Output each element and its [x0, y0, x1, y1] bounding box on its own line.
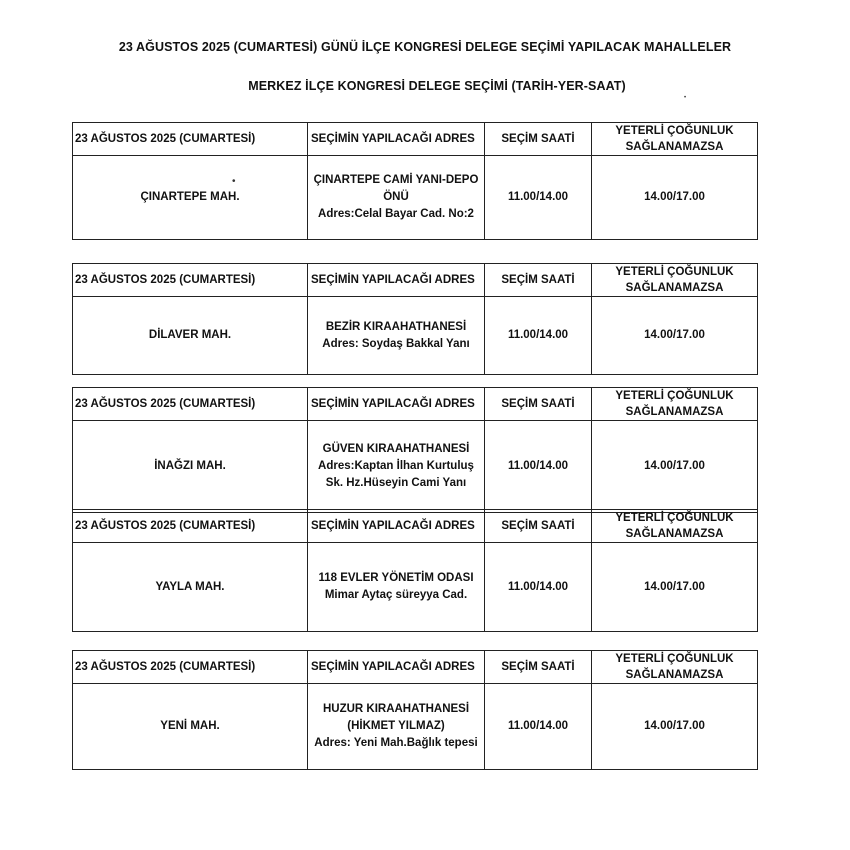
- address-line: Adres:Celal Bayar Cad. No:2: [318, 208, 474, 220]
- table-header-row: [73, 388, 758, 421]
- schedule-table: [72, 263, 758, 375]
- schedule-table: [72, 509, 758, 632]
- header-quorum: [592, 388, 758, 421]
- scan-speck: •: [232, 176, 236, 187]
- header-address: SEÇİMİN YAPILACAĞI ADRES: [308, 264, 485, 297]
- fallback-time: 14.00/17.00: [592, 421, 758, 513]
- election-time: 11.00/14.00: [485, 543, 592, 632]
- header-quorum: [592, 264, 758, 297]
- table-header-row: [73, 264, 758, 297]
- election-time: 11.00/14.00: [485, 421, 592, 513]
- election-address: [308, 543, 485, 632]
- header-address: SEÇİMİN YAPILACAĞI ADRES: [308, 651, 485, 684]
- header-address: SEÇİMİN YAPILACAĞI ADRES: [308, 123, 485, 156]
- address-line: GÜVEN KIRAAHATHANESİ: [322, 443, 470, 455]
- neighborhood-name: İNAĞZI MAH.: [73, 421, 308, 513]
- election-address: [308, 156, 485, 240]
- table-row: [73, 421, 758, 513]
- table-row: [73, 543, 758, 632]
- page-title: 23 AĞUSTOS 2025 (CUMARTESİ) GÜNÜ İLÇE KONGRESİ DELEGE SEÇİMİ YAPILACAK MAHALLELER: [118, 40, 732, 54]
- table-row: [73, 684, 758, 770]
- header-date: 23 AĞUSTOS 2025 (CUMARTESİ): [73, 264, 308, 297]
- address-line: ÇINARTEPE CAMİ YANI-DEPO: [313, 174, 479, 186]
- header-quorum-line1: YETERLİ ÇOĞUNLUK: [615, 512, 734, 524]
- neighborhood-name: YAYLA MAH.: [73, 543, 308, 632]
- header-quorum-line2: SAĞLANAMAZSA: [625, 141, 724, 153]
- fallback-time: 14.00/17.00: [592, 543, 758, 632]
- address-line: Adres: Soydaş Bakkal Yanı: [322, 337, 470, 350]
- header-address: SEÇİMİN YAPILACAĞI ADRES: [308, 388, 485, 421]
- address-line: Mimar Aytaç süreyya Cad.: [324, 589, 468, 601]
- address-line: ÖNÜ: [383, 191, 409, 203]
- table-header-row: [73, 123, 758, 156]
- schedule-table: [72, 122, 758, 240]
- header-quorum: [592, 123, 758, 156]
- address-line: 118 EVLER YÖNETİM ODASI: [318, 572, 474, 584]
- address-line: (HİKMET YILMAZ): [347, 720, 445, 732]
- header-time: SEÇİM SAATİ: [485, 388, 592, 421]
- table-header-row: [73, 651, 758, 684]
- table-row: [73, 297, 758, 375]
- election-time: 11.00/14.00: [485, 156, 592, 240]
- header-quorum-line1: YETERLİ ÇOĞUNLUK: [615, 125, 734, 137]
- header-date: 23 AĞUSTOS 2025 (CUMARTESİ): [73, 123, 308, 156]
- schedule-table: [72, 387, 758, 513]
- header-quorum: [592, 510, 758, 543]
- page-subtitle: MERKEZ İLÇE KONGRESİ DELEGE SEÇİMİ (TARİH-YER-SAAT): [248, 79, 626, 93]
- table-row: [73, 156, 758, 240]
- header-quorum-line1: YETERLİ ÇOĞUNLUK: [615, 390, 734, 402]
- address-line: HUZUR KIRAAHATHANESİ: [322, 703, 470, 715]
- header-date: 23 AĞUSTOS 2025 (CUMARTESİ): [73, 388, 308, 421]
- address-line: Adres: Yeni Mah.Bağlık tepesi: [314, 737, 478, 749]
- header-quorum: [592, 651, 758, 684]
- header-quorum-line1: YETERLİ ÇOĞUNLUK: [615, 653, 734, 665]
- neighborhood-name: YENİ MAH.: [73, 684, 308, 770]
- header-address: SEÇİMİN YAPILACAĞI ADRES: [308, 510, 485, 543]
- address-line: Adres:Kaptan İlhan Kurtuluş: [318, 460, 474, 472]
- address-line: Sk. Hz.Hüseyin Cami Yanı: [325, 477, 467, 489]
- schedule-table: [72, 650, 758, 770]
- header-time: SEÇİM SAATİ: [485, 123, 592, 156]
- fallback-time: 14.00/17.00: [592, 684, 758, 770]
- election-time: 11.00/14.00: [485, 684, 592, 770]
- election-address: [308, 297, 485, 375]
- header-time: SEÇİM SAATİ: [485, 264, 592, 297]
- table-header-row: [73, 510, 758, 543]
- header-quorum-line1: YETERLİ ÇOĞUNLUK: [615, 266, 734, 278]
- header-quorum-line2: SAĞLANAMAZSA: [625, 406, 724, 418]
- election-address: [308, 684, 485, 770]
- header-time: SEÇİM SAATİ: [485, 651, 592, 684]
- scan-speck: •: [684, 95, 687, 101]
- election-time: 11.00/14.00: [485, 297, 592, 375]
- neighborhood-name: ÇINARTEPE MAH.: [73, 156, 308, 240]
- header-date: 23 AĞUSTOS 2025 (CUMARTESİ): [73, 651, 308, 684]
- election-address: [308, 421, 485, 513]
- header-quorum-line2: SAĞLANAMAZSA: [625, 282, 724, 294]
- fallback-time: 14.00/17.00: [592, 156, 758, 240]
- header-quorum-line2: SAĞLANAMAZSA: [625, 528, 724, 540]
- header-date: 23 AĞUSTOS 2025 (CUMARTESİ): [73, 510, 308, 543]
- header-quorum-line2: SAĞLANAMAZSA: [625, 669, 724, 681]
- header-time: SEÇİM SAATİ: [485, 510, 592, 543]
- address-line: BEZİR KIRAAHATHANESİ: [325, 320, 467, 333]
- fallback-time: 14.00/17.00: [592, 297, 758, 375]
- neighborhood-name: DİLAVER MAH.: [73, 297, 308, 375]
